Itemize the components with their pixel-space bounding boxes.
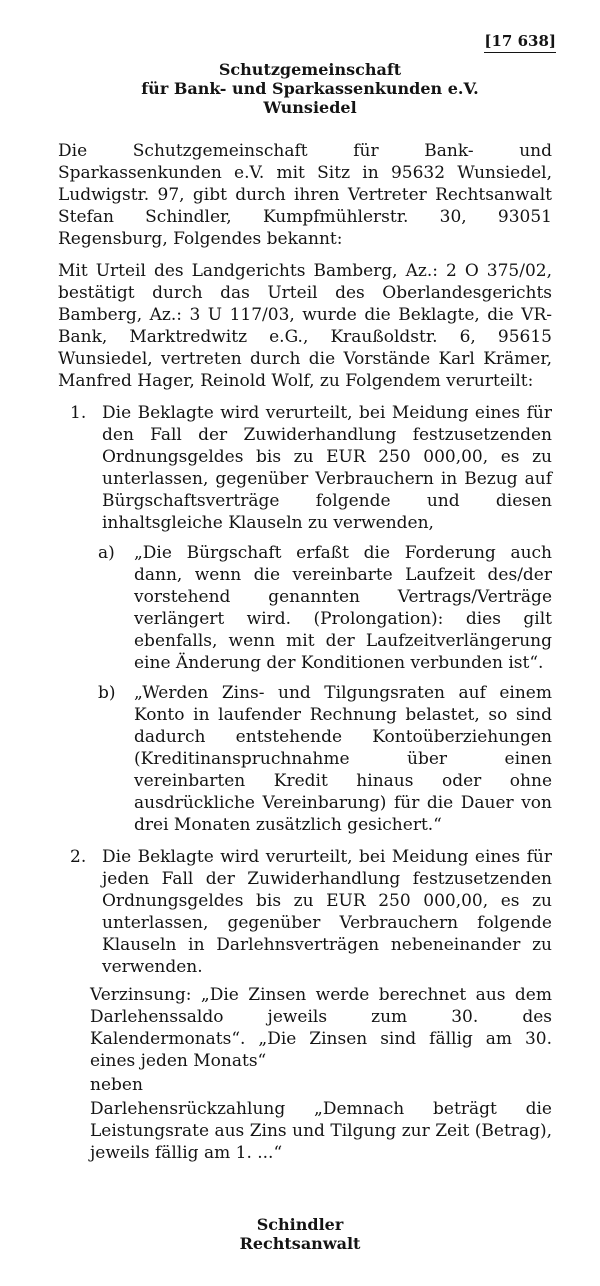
heading-line-2: für Bank- und Sparkassenkunden e.V. <box>141 79 479 98</box>
clause-block <box>90 984 552 1164</box>
clause-neben: neben <box>90 1075 143 1095</box>
reference-number: [ 17 638 ] <box>484 30 556 53</box>
item-text: Die Beklagte wird verurteilt, bei Meidung eines für den Fall der Zuwiderhandlung festzusetzenden Ordnungsgeldes bis zu EUR 250 000,00, es zu unterlassen, gegenüber Verbrauchern in Bezug auf Bürgschaftsverträge folgende und diesen inhaltsgleiche Klauseln zu verwenden, <box>102 403 552 533</box>
clause-rueckzahlung: Darlehensrückzahlung „Demnach beträgt die Leistungsrate aus Zins und Tilgung zur Zeit (Betrag), jeweils fällig am 1. ...“ <box>90 1099 552 1163</box>
list-item-1 <box>58 402 552 534</box>
notice-body <box>58 140 552 1166</box>
sub-item-text: „Werden Zins- und Tilgungsraten auf einem Konto in laufender Rechnung belastet, so sind dadurch entstehende Kontoüberziehungen (Kreditinanspruchnahme über einen vereinbarten Kredit hinaus oder ohne ausdrückliche Vereinbarung) für die Dauer von drei Monaten zusätzlich gesichert.“ <box>134 683 552 835</box>
sub-item-a <box>98 542 552 674</box>
heading-line-1: Schutzgemeinschaft <box>218 60 402 79</box>
signature-title: Rechtsanwalt <box>239 1234 361 1253</box>
item-number: 1. <box>70 403 87 423</box>
heading-line-3: Wunsiedel <box>263 98 357 117</box>
sub-item-letter: a) <box>98 543 115 563</box>
intro-paragraph: Die Schutzgemeinschaft für Bank- und Sparkassenkunden e.V. mit Sitz in 95632 Wunsiedel, Ludwigstr. 97, gibt durch ihren Vertreter Rechtsanwalt Stefan Schindler, Kumpfmühlerstr. 30, 93051 Regensburg, Folgendes bekannt: <box>58 141 552 249</box>
notice-heading <box>90 60 530 117</box>
item-text: Die Beklagte wird verurteilt, bei Meidung eines für jeden Fall der Zuwiderhandlung festzusetzenden Ordnungsgeldes bis zu EUR 250 000,00, es zu unterlassen, gegenüber Verbrauchern folgende Klauseln in Darlehnsverträgen nebeneinander zu verwenden. <box>102 847 552 977</box>
judgment-paragraph: Mit Urteil des Landgerichts Bamberg, Az.: 2 O 375/02, bestätigt durch das Urteil des Oberlandesgerichts Bamberg, Az.: 3 U 117/03, wurde die Beklagte, die VR-Bank, Marktredwitz e.G., Kraußoldstr. 6, 95615 Wunsiedel, vertreten durch die Vorstände Karl Krämer, Manfred Hager, Reinold Wolf, zu Folgendem verurteilt: <box>58 261 552 391</box>
clause-verzinsung: Verzinsung: „Die Zinsen werde berechnet aus dem Darlehenssaldo jeweils zum 30. des Kalendermonats“. „Die Zinsen sind fällig am 30. eines jeden Monats“ <box>90 985 552 1071</box>
signature-block <box>130 1215 470 1253</box>
signature-name: Schindler <box>256 1215 344 1234</box>
sub-item-letter: b) <box>98 683 116 703</box>
list-item-2 <box>58 846 552 978</box>
item-number: 2. <box>70 847 87 867</box>
sub-item-b <box>98 682 552 836</box>
sub-item-text: „Die Bürgschaft erfaßt die Forderung auch dann, wenn die vereinbarte Laufzeit des/der vorstehend genannten Vertrags/Verträge verlängert wird. (Prolongation): dies gilt ebenfalls, wenn mit der Laufzeitverlängerung eine Änderung der Konditionen verbunden ist“. <box>134 543 552 673</box>
